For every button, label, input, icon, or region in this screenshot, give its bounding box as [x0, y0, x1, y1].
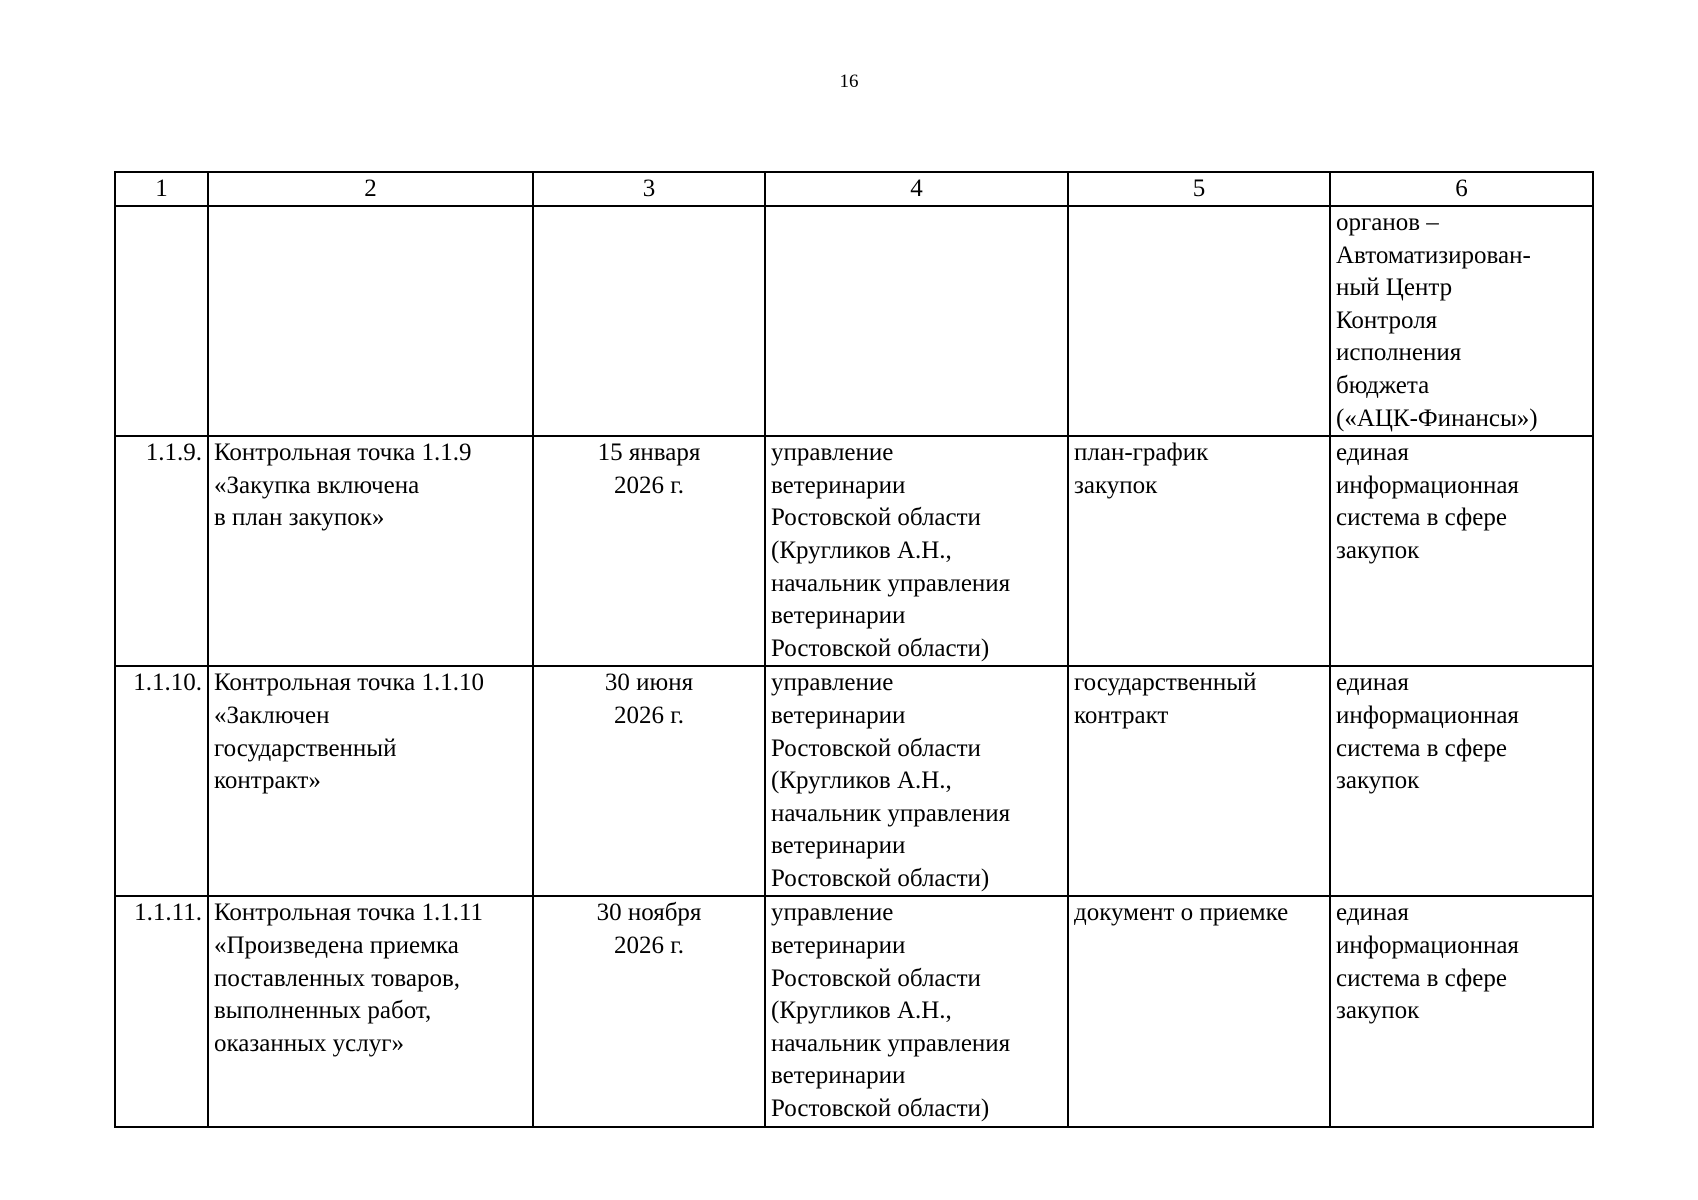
responsible-cell: управление ветеринарии Ростовской области (Кругликов А.Н., начальник управления ветеринарии Ростовской области) [765, 666, 1068, 896]
date-cell: 15 января 2026 г. [533, 436, 765, 666]
information-system-cell: единая информационная система в сфере закупок [1330, 666, 1593, 896]
column-header: 5 [1068, 172, 1330, 206]
control-point-cell [208, 206, 533, 436]
responsible-cell: управление ветеринарии Ростовской области (Кругликов А.Н., начальник управления ветеринарии Ростовской области) [765, 896, 1068, 1126]
control-point-cell: Контрольная точка 1.1.11 «Произведена приемка поставленных товаров, выполненных работ, оказанных услуг» [208, 896, 533, 1126]
table-header-row [115, 172, 1593, 206]
page-number: 16 [839, 71, 859, 92]
table-row [115, 206, 1593, 436]
column-header: 6 [1330, 172, 1593, 206]
responsible-cell [765, 206, 1068, 436]
responsible-cell: управление ветеринарии Ростовской области (Кругликов А.Н., начальник управления ветеринарии Ростовской области) [765, 436, 1068, 666]
document-cell: план-график закупок [1068, 436, 1330, 666]
control-points-table [114, 171, 1594, 1128]
column-header: 3 [533, 172, 765, 206]
row-number-cell: 1.1.9. [115, 436, 208, 666]
information-system-cell: единая информационная система в сфере закупок [1330, 436, 1593, 666]
information-system-cell: органов – Автоматизирован- ный Центр Контроля исполнения бюджета («АЦК-Финансы») [1330, 206, 1593, 436]
row-number-cell: 1.1.10. [115, 666, 208, 896]
information-system-cell: единая информационная система в сфере закупок [1330, 896, 1593, 1126]
table-row [115, 896, 1593, 1126]
column-header: 4 [765, 172, 1068, 206]
control-point-cell: Контрольная точка 1.1.10 «Заключен государственный контракт» [208, 666, 533, 896]
date-cell: 30 ноября 2026 г. [533, 896, 765, 1126]
date-cell [533, 206, 765, 436]
control-point-cell: Контрольная точка 1.1.9 «Закупка включена в план закупок» [208, 436, 533, 666]
date-cell: 30 июня 2026 г. [533, 666, 765, 896]
document-cell [1068, 206, 1330, 436]
document-cell: государственный контракт [1068, 666, 1330, 896]
column-header: 1 [115, 172, 208, 206]
column-header: 2 [208, 172, 533, 206]
table-row [115, 436, 1593, 666]
row-number-cell: 1.1.11. [115, 896, 208, 1126]
row-number-cell [115, 206, 208, 436]
table-row [115, 666, 1593, 896]
document-cell: документ о приемке [1068, 896, 1330, 1126]
